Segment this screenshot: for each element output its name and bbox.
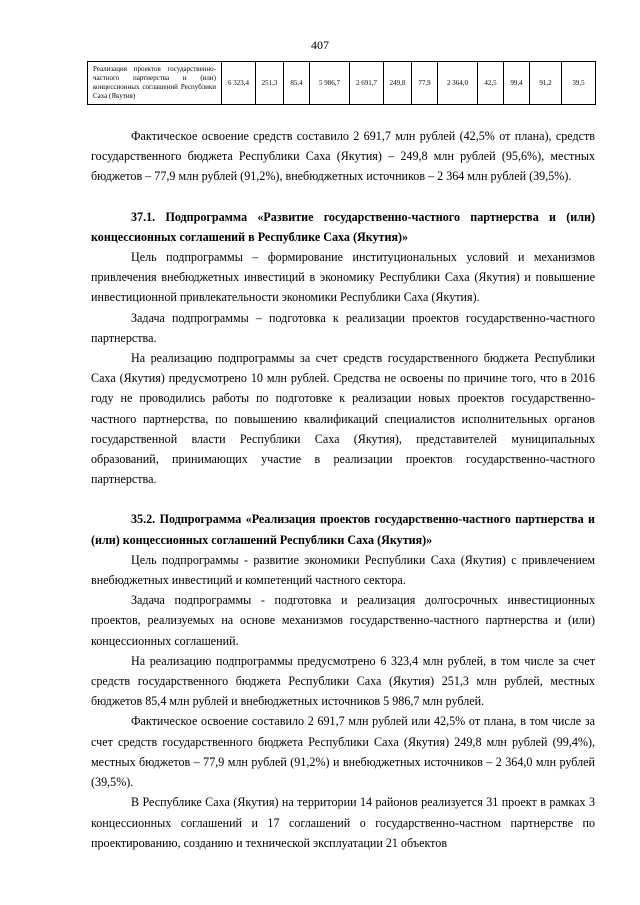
- paragraph: На реализацию подпрограммы за счет средств государственного бюджета Республики Саха (Якутия) предусмотрено 10 млн рублей. Средства не освоены по причине того, что в 2016 году не проводились работы по подготовке к реализации новых проектов государственно-частного партнерства, по повышению квалификаций специалистов исполнительных органов государственной власти Республики Саха (Якутия), представителей муниципальных образований, принимающих участие в реализации проектов государственно-частного партнерства.: [91, 351, 595, 487]
- paragraph: Задача подпрограммы - подготовка и реализация долгосрочных инвестиционных проектов, реализуемых на основе механизмов государственно-частного партнерства и (или) концессионных соглашений.: [91, 593, 595, 648]
- paragraph: Фактическое освоение составило 2 691,7 млн рублей или 42,5% от плана, в том числе за счет средств государственного бюджета Республики Саха (Якутия) 249,8 млн рублей (99,4%), местных бюджетов – 77,9 млн рублей (91,2%) и внебюджетных источников – 2 364,0 млн рублей (39,5%).: [91, 714, 595, 790]
- document-body: [91, 126, 595, 853]
- paragraph: Задача подпрограммы – подготовка к реализации проектов государственно-частного партнерства.: [91, 310, 595, 345]
- paragraph: Цель подпрограммы - развитие экономики Республики Саха (Якутия) с привлечением внебюджетных инвестиций и компетенций частного сектора.: [91, 552, 595, 588]
- paragraph: Фактическое освоение средств составило 2 691,7 млн рублей (42,5% от плана), средств государственного бюджета Республики Саха (Якутия) – 249,8 млн рублей (95,6%), местных бюджетов – 77,9 млн рублей (91,2%), внебюджетных источников – 2 364 млн рублей (39,5%).: [91, 129, 595, 184]
- table-cell: 99,4: [504, 62, 530, 105]
- table-cell: 251,3: [256, 62, 284, 105]
- table-cell: 91,2: [530, 62, 562, 105]
- table-cell: 249,8: [384, 62, 412, 105]
- table-cell: 39,5: [562, 62, 596, 105]
- section-heading: 37.1. Подпрограмма «Развитие государственно-частного партнерства и (или) концессионных соглашений в Республике Саха (Якутия)»: [91, 209, 595, 244]
- paragraph: Цель подпрограммы – формирование институциональных условий и механизмов привлечения внебюджетных инвестиций в экономику Республики Саха (Якутия) и повышение инвестиционной привлекательности экономики Республики Саха (Якутия).: [91, 250, 595, 305]
- table-row-label: Реализация проектов государственно-частного партнерства и (или) концессионных соглашений Республики Саха (Якутия): [88, 62, 222, 105]
- table-cell: 5 986,7: [310, 62, 350, 105]
- table-cell: 6 323,4: [222, 62, 256, 105]
- table-cell: 2 691,7: [350, 62, 384, 105]
- paragraph: На реализацию подпрограммы предусмотрено 6 323,4 млн рублей, в том числе за счет средств государственного бюджета Республики Саха (Якутия) 251,3 млн рублей, местных бюджетов 85,4 млн рублей и внебюджетных источников 5 986,7 млн рублей.: [91, 653, 595, 709]
- table-row: [88, 62, 596, 105]
- summary-table: [87, 61, 596, 105]
- table-cell: 77,9: [412, 62, 438, 105]
- section-heading: 35.2. Подпрограмма «Реализация проектов государственно-частного партнерства и (или) концессионных соглашений Республики Саха (Якутия)»: [91, 512, 595, 547]
- paragraph: В Республике Саха (Якутия) на территории 14 районов реализуется 31 проект в рамках 3 концессионных соглашений и 17 соглашений о государственно-частном партнерстве по проектированию, созданию и технической эксплуатации 21 объектов: [91, 795, 595, 850]
- page-number: 407: [311, 38, 329, 52]
- table-cell: 2 364,0: [438, 62, 478, 105]
- table-cell: 85,4: [284, 62, 310, 105]
- table-cell: 42,5: [478, 62, 504, 105]
